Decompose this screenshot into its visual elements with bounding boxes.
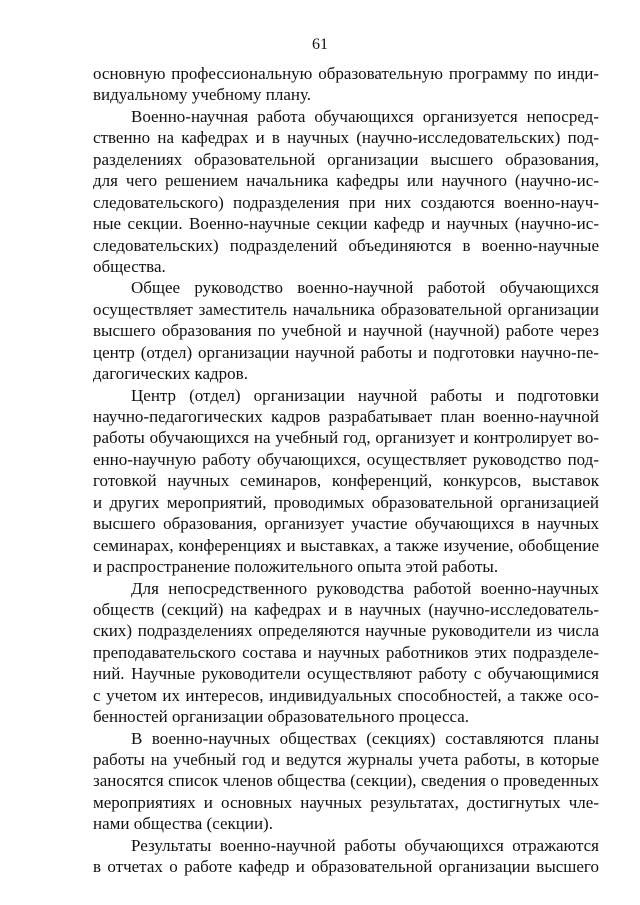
paragraph: [93, 385, 599, 578]
paragraph: [93, 106, 599, 278]
text-line: работы на учебный год и ведутся журналы учета работы, в которые: [93, 750, 599, 769]
text-line: общества.: [93, 256, 166, 276]
text-line: ний. Научные руководители осуществляют работу с обучающимися: [93, 664, 599, 684]
text-line: работы обучающихся на учебный год, организует и контролирует во-: [93, 428, 599, 448]
text-line: ные секции. Военно-научные секции кафедр и научных (научно-ис-: [93, 214, 599, 234]
text-line: научно-педагогических кадров разрабатывает план военно-научной: [93, 407, 599, 426]
text-line: осуществляет заместитель начальника образовательной организации: [93, 299, 599, 319]
text-line: енно-научную работу обучающихся, осуществляет руководство под-: [93, 449, 599, 469]
text-line: семинарах, конференциях и выставках, а также изучение, обобщение: [93, 535, 599, 555]
text-line: высшего образования по учебной и научной (научной) работе через: [93, 321, 599, 341]
text-line: Для непосредственного руководства работой военно-научных: [131, 578, 599, 598]
text-line: мероприятиях и основных научных результатах, достигнутых чле-: [93, 792, 599, 812]
text-line: Центр (отдел) организации научной работы и подготовки: [131, 385, 599, 405]
paragraph: [93, 578, 599, 728]
text-line: Результаты военно-научной работы обучающихся отражаются: [131, 835, 599, 855]
text-line: следовательских) подразделений объединяются в военно-научные: [93, 235, 599, 255]
text-line: Военно-научная работа обучающихся организуется непосред-: [131, 106, 599, 126]
text-line: основную профессиональную образовательную программу по инди-: [93, 64, 599, 83]
text-line: бенностей организации образовательного процесса.: [93, 707, 470, 727]
text-line: Общее руководство военно-научной работой обучающихся: [131, 278, 599, 298]
text-line: с учетом их интересов, индивидуальных способностей, а также осо-: [93, 685, 599, 705]
text-line: и распространение положительного опыта этой работы.: [93, 557, 499, 577]
text-line: преподавательского состава и научных работников этих подразделе-: [93, 642, 599, 662]
text-line: нами общества (секции).: [93, 814, 273, 834]
text-line: готовкой научных семинаров, конференций, конкурсов, выставок: [93, 471, 599, 491]
page-number: 61: [312, 36, 328, 53]
paragraph: [93, 835, 599, 878]
text-line: следовательского) подразделения при них создаются военно-науч-: [93, 192, 599, 212]
text-line: В военно-научных обществах (секциях) составляются планы: [131, 728, 599, 748]
text-line: для чего решением начальника кафедры или научного (научно-ис-: [93, 171, 599, 191]
text-line: ственно на кафедрах и в научных (научно-исследовательских) под-: [93, 128, 599, 148]
text-line: заносятся список членов общества (секции), сведения о проведенных: [93, 771, 599, 791]
text-line: разделениях образовательной организации высшего образования,: [93, 149, 599, 169]
text-line: в отчетах о работе кафедр и образовательной организации высшего: [93, 857, 599, 877]
text-line: обществ (секций) на кафедрах и в научных (научно-исследователь-: [93, 599, 599, 619]
text-line: центр (отдел) организации научной работы и подготовки научно-пе-: [93, 342, 599, 362]
text-line: ских) подразделениях определяются научные руководители из числа: [93, 621, 599, 641]
text-line: видуальному учебному плану.: [93, 85, 312, 105]
body-text: [93, 63, 599, 878]
paragraph: [93, 728, 599, 835]
paragraph: [93, 63, 599, 106]
text-line: и других мероприятий, проводимых образовательной организацией: [93, 492, 599, 512]
text-line: дагогических кадров.: [93, 364, 248, 384]
text-line: высшего образования, организует участие обучающихся в научных: [93, 514, 599, 534]
paragraph: [93, 277, 599, 384]
